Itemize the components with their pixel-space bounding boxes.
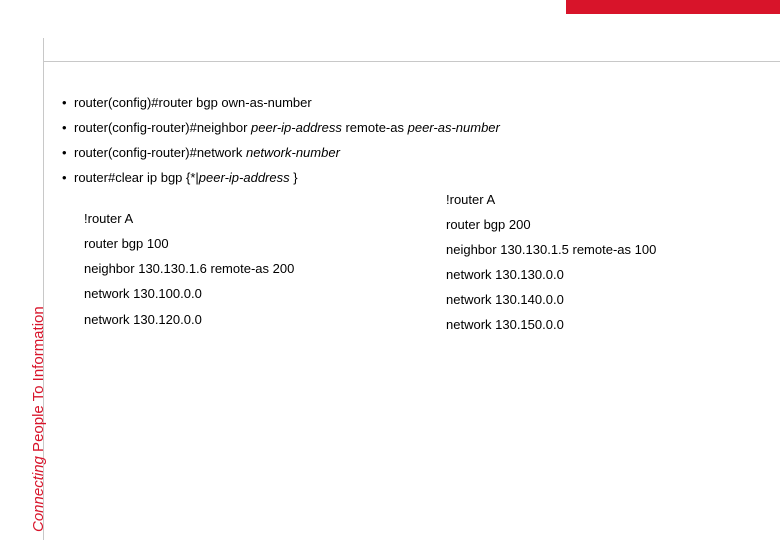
command-text: router(config)#router bgp own-as-number	[74, 95, 312, 110]
left-config-line: network 130.120.0.0	[84, 312, 202, 327]
side-tagline	[30, 306, 47, 532]
bullet-icon: •	[62, 120, 67, 135]
command-text: router#clear ip bgp {*|	[74, 170, 199, 185]
right-config-line: network 130.130.0.0	[446, 267, 564, 282]
side-tagline-italic: Connecting	[30, 456, 47, 532]
list-item	[62, 170, 500, 195]
right-config-line: !router A	[446, 192, 496, 207]
command-list	[62, 95, 500, 195]
left-config-line: network 130.100.0.0	[84, 286, 202, 301]
bullet-icon: •	[62, 145, 67, 160]
left-config-line: !router A	[84, 211, 134, 226]
right-config-line: network 130.140.0.0	[446, 292, 564, 307]
bullet-icon: •	[62, 170, 67, 185]
horizontal-rule	[43, 61, 780, 62]
command-text: }	[289, 170, 298, 185]
command-param: peer-ip-address	[251, 120, 342, 135]
brand-accent-bar	[566, 0, 780, 14]
command-text: router(config-router)#neighbor	[74, 120, 252, 135]
side-tagline-regular: People To Information	[30, 306, 47, 452]
right-config-line: router bgp 200	[446, 217, 531, 232]
command-param: network-number	[245, 145, 340, 160]
bullet-icon: •	[62, 95, 67, 110]
list-item	[62, 145, 500, 170]
command-param: peer-ip-address	[198, 170, 290, 185]
list-item	[62, 120, 500, 145]
left-config-line: neighbor 130.130.1.6 remote-as 200	[84, 261, 295, 276]
command-text: router(config-router)#network	[74, 145, 246, 160]
right-config-line: neighbor 130.130.1.5 remote-as 100	[446, 242, 657, 257]
command-text: remote-as	[341, 120, 408, 135]
list-item	[62, 95, 500, 120]
command-param: peer-as-number	[407, 120, 500, 135]
right-config-line: network 130.150.0.0	[446, 317, 564, 332]
left-config-line: router bgp 100	[84, 236, 169, 251]
